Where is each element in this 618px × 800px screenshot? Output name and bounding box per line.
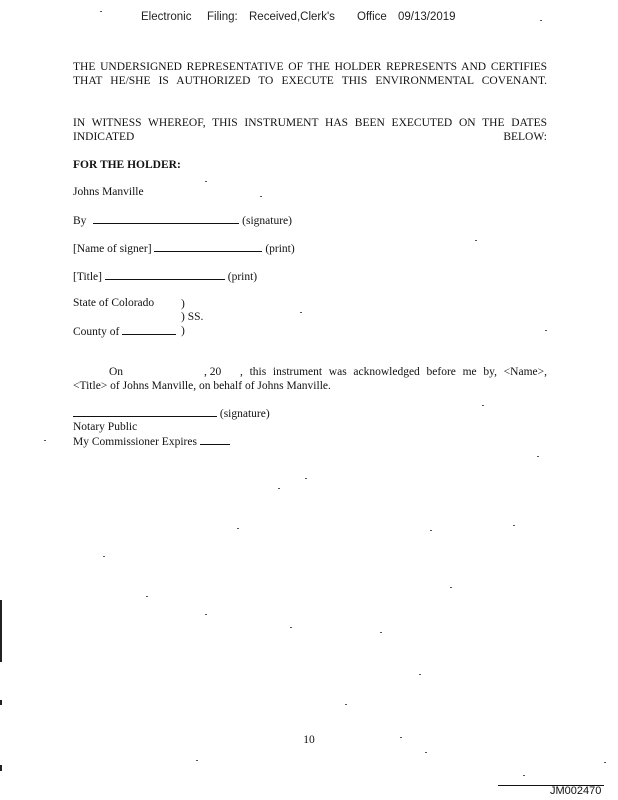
scan-speck <box>513 525 515 526</box>
scan-speck <box>545 330 547 331</box>
ack-year: , 20 <box>204 366 222 378</box>
header-office: Office <box>357 11 387 23</box>
scan-edge-mark <box>0 700 2 705</box>
signer-name-line <box>73 241 295 256</box>
venue-paren-1: ) <box>181 298 185 310</box>
scan-edge-mark <box>0 765 2 771</box>
scan-speck <box>425 752 427 753</box>
ack-text-line1: , this instrument was acknowledged before me by, <Name>, <box>240 366 547 378</box>
scan-speck <box>540 20 542 21</box>
header-received: Received,Clerk's <box>249 11 335 23</box>
scan-speck <box>260 196 262 197</box>
signature-blank[interactable] <box>93 213 239 224</box>
scan-speck <box>380 632 382 633</box>
header-date: 09/13/2019 <box>398 11 456 23</box>
scan-speck <box>103 556 105 557</box>
scan-speck <box>196 760 198 761</box>
scan-speck <box>604 762 606 763</box>
scan-speck <box>482 405 484 406</box>
page-number: 10 <box>303 734 315 746</box>
scan-speck <box>430 530 432 531</box>
holder-company: Johns Manville <box>73 186 144 198</box>
notary-title: Notary Public <box>73 421 138 433</box>
scan-speck <box>450 587 452 588</box>
scan-speck <box>44 440 46 441</box>
scan-speck <box>305 478 307 479</box>
scan-speck <box>345 704 347 705</box>
by-label: By <box>73 215 87 227</box>
holder-heading: FOR THE HOLDER: <box>73 159 181 171</box>
notary-signature-line <box>73 406 270 421</box>
header-electronic: Electronic <box>141 11 192 23</box>
venue-paren-3: ) <box>181 325 185 337</box>
scan-speck <box>146 596 148 597</box>
scan-speck <box>237 528 239 529</box>
notary-commission-line <box>73 434 230 449</box>
witness-paragraph: IN WITNESS WHEREOF, THIS INSTRUMENT HAS BEEN EXECUTED ON THE DATES INDICATED BELOW: <box>73 117 547 143</box>
commission-label: My Commissioner Expires <box>73 436 197 448</box>
notary-signature-blank[interactable] <box>73 406 217 417</box>
scan-speck <box>290 627 292 628</box>
scan-speck <box>523 775 525 776</box>
name-blank[interactable] <box>154 241 262 252</box>
ack-text-line2: <Title> of Johns Manville, on behalf of Johns Manville. <box>73 380 331 392</box>
bates-number: JM002470 <box>550 785 602 797</box>
scan-speck <box>475 240 477 241</box>
name-label: [Name of signer] <box>73 243 152 255</box>
name-print-note: (print) <box>265 243 295 255</box>
venue-county-line <box>73 324 176 339</box>
scan-speck <box>400 737 402 738</box>
scan-speck <box>537 456 539 457</box>
commission-blank[interactable] <box>200 434 230 445</box>
title-blank[interactable] <box>105 269 225 280</box>
signature-note: (signature) <box>242 215 292 227</box>
scan-speck <box>300 312 302 313</box>
title-print-note: (print) <box>227 271 258 283</box>
ack-on: On <box>109 366 124 378</box>
scan-speck <box>100 11 102 12</box>
header-filing: Filing: <box>207 11 238 23</box>
venue-state: State of Colorado <box>73 297 155 309</box>
scan-speck <box>278 488 280 489</box>
notary-signature-note: (signature) <box>219 408 270 420</box>
certification-paragraph: THE UNDERSIGNED REPRESENTATIVE OF THE HOLDER REPRESENTS AND CERTIFIES THAT HE/SHE IS AUTHORIZED TO EXECUTE THIS ENVIRONMENTAL COVENANT. <box>73 61 547 87</box>
title-label: [Title] <box>73 271 102 283</box>
venue-ss: ) SS. <box>181 311 204 323</box>
title-line <box>73 269 257 284</box>
signature-line <box>73 213 292 228</box>
county-label: County of <box>73 326 120 338</box>
scan-speck <box>419 674 421 675</box>
scan-speck <box>205 614 207 615</box>
county-blank[interactable] <box>122 324 176 335</box>
scan-edge-mark <box>0 600 2 662</box>
scan-speck <box>205 181 207 182</box>
